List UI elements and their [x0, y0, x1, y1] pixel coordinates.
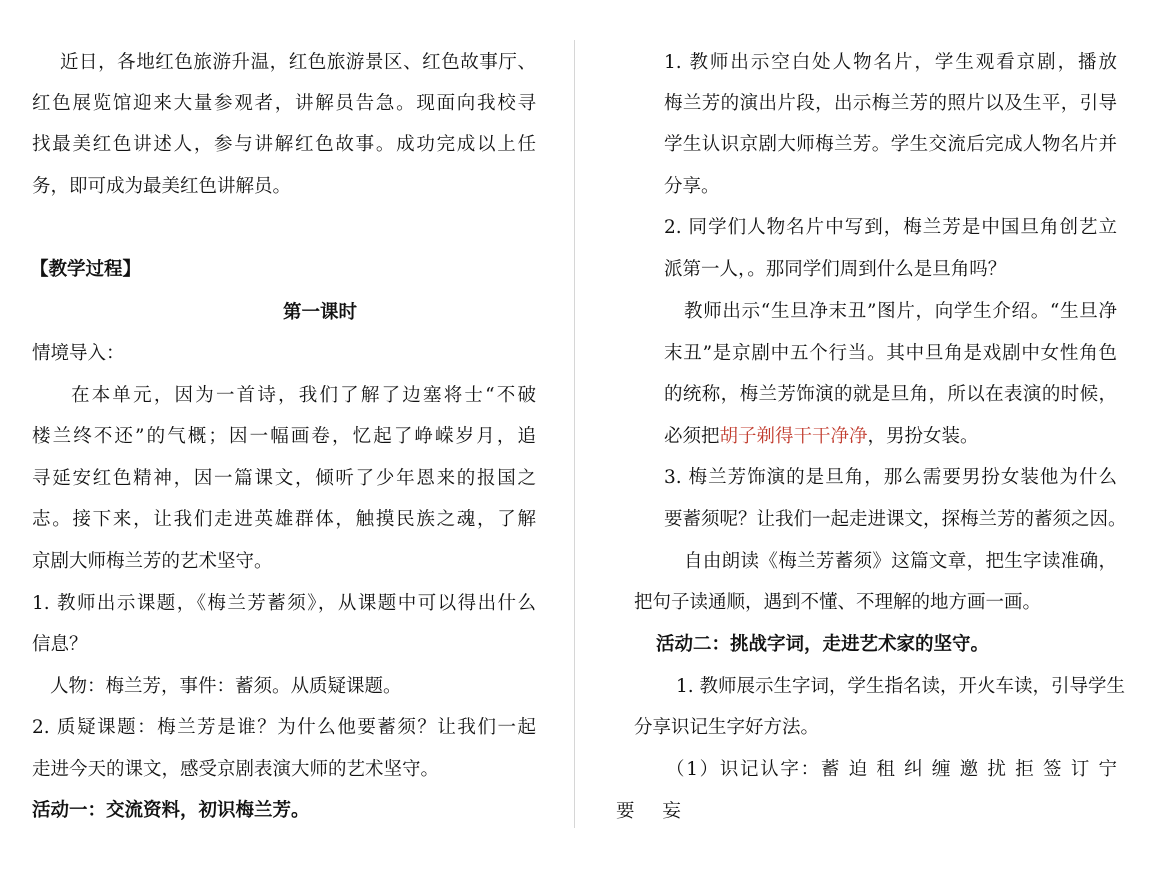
free-read-line-2: 把句子读通顺，遇到不懂、不理解的地方画一画。 — [634, 592, 1042, 613]
must-prefix: 必须把 — [664, 426, 720, 447]
item2-line-2: 走进今天的课文，感受京剧表演大师的艺术坚守。 — [32, 759, 440, 780]
intro-line-4: 务，即可成为最美红色讲解员。 — [32, 176, 292, 197]
section-heading: 【教学过程】 — [30, 259, 142, 280]
item2-line-1: 2. 质疑课题：梅兰芳是谁？为什么他要蓄须？让我们一起 — [32, 717, 536, 738]
intro-line-1: 近日，各地红色旅游升温，红色旅游景区、红色故事厅、 — [60, 52, 536, 73]
left-page — [0, 0, 560, 874]
shave-highlight: 胡子剃得干干净净 — [719, 426, 868, 447]
free-read-line-1: 自由朗读《梅兰芳蓄须》这篇文章，把生字读准确， — [684, 551, 1117, 572]
situation-line-4: 志。接下来，让我们走进英雄群体，触摸民族之魂，了解 — [32, 509, 536, 530]
must-shave-line — [664, 425, 979, 449]
item1-line-2: 信息？ — [32, 634, 88, 655]
right-page — [576, 0, 1136, 874]
vocab-line-2: 分享识记生字好方法。 — [634, 717, 820, 738]
vocab-line-1: 1. 教师展示生字词，学生指名读，开火车读，引导学生 — [676, 676, 1126, 697]
r-item1-line-3: 学生认识京剧大师梅兰芳。学生交流后完成人物名片并 — [664, 134, 1117, 155]
activity2-heading: 活动二：挑战字词，走进艺术家的坚守。 — [656, 634, 990, 655]
r-item2-line-2: 派第一人，。那同学们周到什么是旦角吗？ — [664, 259, 1007, 280]
teacher-show-line-1: 教师出示“生旦净末丑”图片，向学生介绍。“生旦净 — [684, 301, 1117, 322]
situation-line-2: 楼兰终不还”的气概；因一幅画卷，忆起了峥嵘岁月，追 — [32, 426, 536, 447]
must-suffix: ，男扮女装。 — [867, 426, 979, 447]
recognize-characters-cont: 要 妄 — [616, 801, 692, 822]
page-divider — [574, 40, 575, 828]
lesson-title: 第一课时 — [282, 302, 357, 323]
r-item3-line-1: 3. 梅兰芳饰演的是旦角，那么需要男扮女装他为什么 — [664, 467, 1117, 488]
intro-line-3: 找最美红色讲述人，参与讲解红色故事。成功完成以上任 — [32, 134, 536, 155]
activity1-heading: 活动一：交流资料，初识梅兰芳。 — [32, 800, 310, 821]
situation-label: 情境导入： — [32, 343, 125, 364]
r-item3-line-2: 要蓄须呢？让我们一起走进课文，探梅兰芳的蓄须之因。 — [664, 509, 1127, 530]
situation-line-1: 在本单元，因为一首诗，我们了解了边塞将士“不破 — [71, 385, 536, 406]
situation-line-5: 京剧大师梅兰芳的艺术坚守。 — [32, 551, 273, 572]
teacher-show-line-3: 的统称，梅兰芳饰演的就是旦角，所以在表演的时候， — [664, 384, 1117, 405]
situation-line-3: 寻延安红色精神，因一篇课文，倾听了少年恩来的报国之 — [32, 468, 536, 489]
people-event-line: 人物：梅兰芳，事件：蓄须。从质疑课题。 — [50, 676, 402, 697]
recognize-characters-line: （1）识记认字：蓄 迫 租 纠 缠 邀 扰 拒 签 订 宁 — [666, 759, 1117, 780]
r-item1-line-4: 分享。 — [664, 176, 720, 197]
intro-line-2: 红色展览馆迎来大量参观者，讲解员告急。现面向我校寻 — [32, 93, 536, 114]
item1-line-1: 1. 教师出示课题，《梅兰芳蓄须》，从课题中可以得出什么 — [32, 593, 536, 614]
r-item1-line-1: 1. 教师出示空白处人物名片，学生观看京剧，播放 — [664, 52, 1117, 73]
teacher-show-line-2: 末丑”是京剧中五个行当。其中旦角是戏剧中女性角色 — [664, 343, 1117, 364]
r-item1-line-2: 梅兰芳的演出片段，出示梅兰芳的照片以及生平，引导 — [664, 93, 1117, 114]
r-item2-line-1: 2. 同学们人物名片中写到，梅兰芳是中国旦角创艺立 — [664, 217, 1117, 238]
